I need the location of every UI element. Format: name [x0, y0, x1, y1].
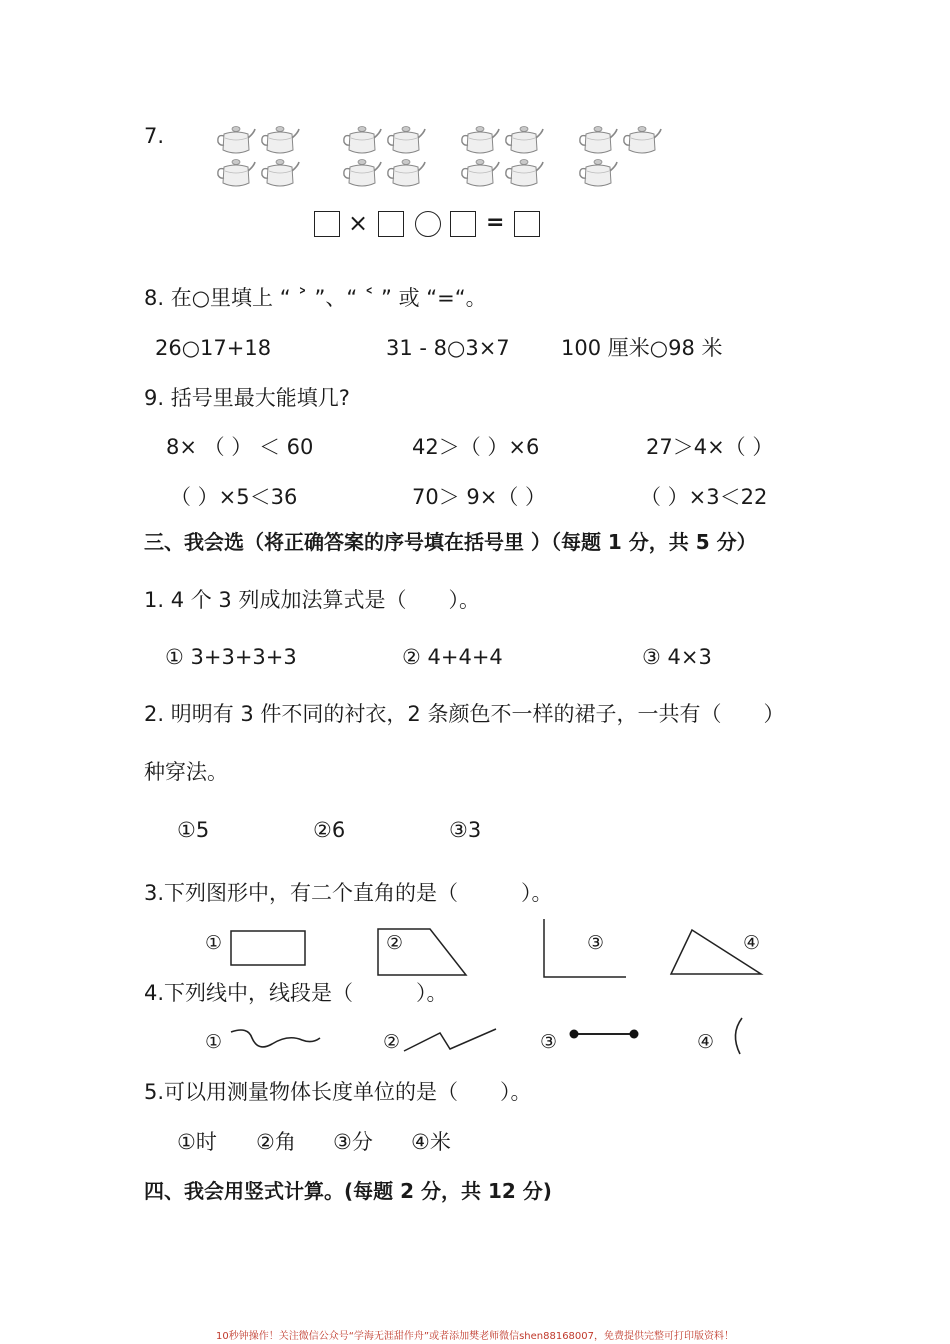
- q9-item: （ ）×3＜22: [640, 485, 768, 509]
- answer-box[interactable]: [378, 211, 404, 237]
- s3-q1-option[interactable]: ③ 4×3: [642, 645, 712, 669]
- teapot-icon: [460, 124, 500, 158]
- s3-q5-option[interactable]: ④米: [411, 1130, 451, 1154]
- figure-label: ②: [386, 932, 404, 954]
- line-segment[interactable]: [566, 1026, 642, 1042]
- teapot-icon: [216, 124, 256, 158]
- equals-sign: =: [486, 210, 505, 235]
- s3-q1-option[interactable]: ① 3+3+3+3: [165, 645, 297, 669]
- q7-number: 7.: [144, 124, 165, 148]
- figure-label: ①: [205, 932, 223, 954]
- teapot-icon: [504, 157, 544, 191]
- line-label: ①: [205, 1031, 223, 1053]
- rectangle-figure[interactable]: [228, 928, 308, 968]
- teapot-icon: [386, 157, 426, 191]
- q9-item: 8× （ ） ＜ 60: [166, 435, 314, 459]
- arc-line[interactable]: [728, 1016, 748, 1056]
- section3-title: 三、我会选（将正确答案的序号填在括号里 ）（每题 1 分，共 5 分）: [144, 530, 757, 554]
- q8-item: 26○17+18: [155, 336, 272, 360]
- q8-item: 31 - 8○3×7: [386, 336, 510, 360]
- teapot-icon: [342, 157, 382, 191]
- line-label: ④: [697, 1031, 715, 1053]
- s3-q3-text: 3.下列图形中，有二个直角的是（ ）。: [144, 881, 553, 905]
- teapot-icon: [578, 124, 618, 158]
- teapot-icon: [342, 124, 382, 158]
- q9-item: 27＞4×（ ）: [646, 435, 774, 459]
- s3-q2-option[interactable]: ①5: [177, 818, 210, 842]
- figure-label: ④: [743, 932, 761, 954]
- s3-q4-text: 4.下列线中，线段是（ ）。: [144, 981, 448, 1005]
- s3-q2-option[interactable]: ②6: [313, 818, 346, 842]
- teapot-icon: [386, 124, 426, 158]
- teapot-icon: [260, 124, 300, 158]
- operator-circle[interactable]: [415, 211, 441, 237]
- s3-q1-option[interactable]: ② 4+4+4: [402, 645, 503, 669]
- zigzag-line[interactable]: [400, 1025, 500, 1055]
- footer-note: 10秒钟操作！关注微信公众号“学海无涯甜作舟”或者添加樊老师微信shen88168007，免费提供完整可打印版资料！: [215, 1331, 735, 1342]
- teapot-icon: [460, 157, 500, 191]
- q9-item: （ ）×5＜36: [170, 485, 298, 509]
- right-angle-figure[interactable]: [540, 917, 630, 981]
- section4-title: 四、我会用竖式计算。(每题 2 分，共 12 分): [144, 1179, 552, 1203]
- answer-box[interactable]: [514, 211, 540, 237]
- s3-q2-text: 2. 明明有 3 件不同的衬衣，2 条颜色不一样的裙子，一共有（ ）: [144, 702, 785, 726]
- figure-label: ③: [587, 932, 605, 954]
- s3-q5-option[interactable]: ②角: [256, 1130, 296, 1154]
- answer-box[interactable]: [314, 211, 340, 237]
- q9-title: 9. 括号里最大能填几?: [144, 386, 350, 410]
- line-label: ②: [383, 1031, 401, 1053]
- teapot-icon: [622, 124, 662, 158]
- teapot-icon: [216, 157, 256, 191]
- s3-q2-option[interactable]: ③3: [449, 818, 482, 842]
- s3-q1-text: 1. 4 个 3 列成加法算式是（ ）。: [144, 588, 480, 612]
- line-label: ③: [540, 1031, 558, 1053]
- q8-title: 8. 在○里填上 “ ˃ ”、“ ˂ ” 或 “=“。: [144, 286, 487, 310]
- teapot-icon: [260, 157, 300, 191]
- times-sign: ×: [348, 209, 369, 237]
- s3-q2-text2: 种穿法。: [144, 760, 228, 784]
- teapot-icon: [578, 157, 618, 191]
- s3-q5-text: 5.可以用测量物体长度单位的是（ ）。: [144, 1080, 532, 1104]
- curve-line[interactable]: [228, 1024, 324, 1056]
- s3-q5-option[interactable]: ①时: [177, 1130, 217, 1154]
- q8-item: 100 厘米○98 米: [561, 336, 723, 360]
- answer-box[interactable]: [450, 211, 476, 237]
- q9-item: 42＞（ ）×6: [412, 435, 540, 459]
- q9-item: 70＞ 9×（ ）: [412, 485, 547, 509]
- teapot-icon: [504, 124, 544, 158]
- s3-q5-option[interactable]: ③分: [333, 1130, 373, 1154]
